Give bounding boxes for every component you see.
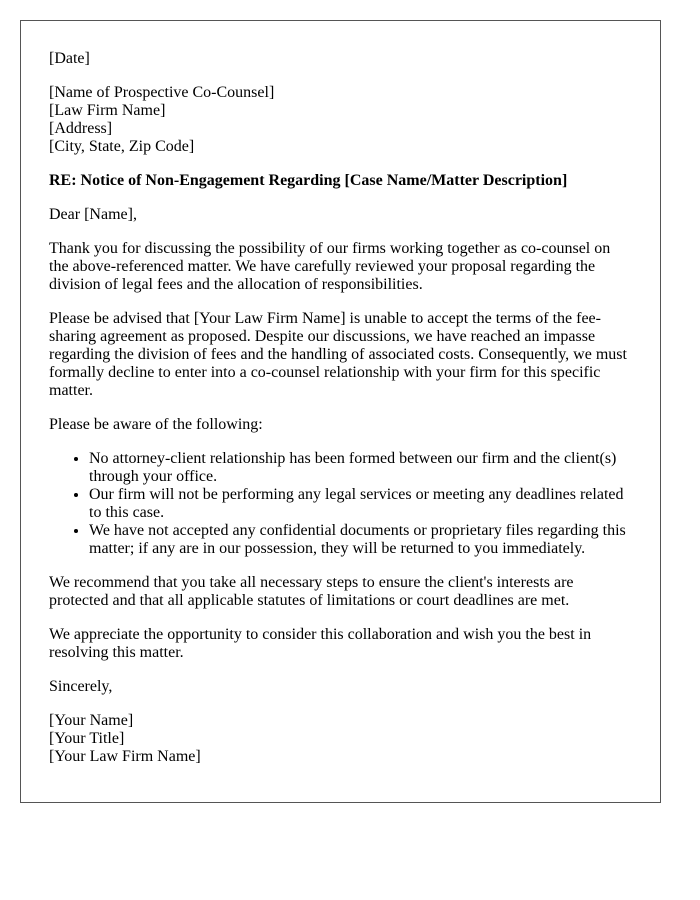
paragraph: We recommend that you take all necessary steps to ensure the client's interests are protected and that all applicable statutes of limitations or court deadlines are met. <box>49 574 574 609</box>
recipient-block <box>49 84 632 156</box>
subject-line: RE: Notice of Non-Engagement Regarding [Case Name/Matter Description] <box>49 172 568 189</box>
signature-name: [Your Name] <box>49 712 134 729</box>
signoff: Sincerely, <box>49 678 113 695</box>
salutation: Dear [Name], <box>49 206 137 223</box>
recipient-firm: [Law Firm Name] <box>49 102 166 119</box>
paragraph: Please be advised that [Your Law Firm Name] is unable to accept the terms of the fee-sharing agreement as proposed. Despite our discussions, we have reached an impasse regarding the division of fees and the handling of associated costs. Consequently, we must formally decline to enter into a co-counsel relationship with your firm for this specific matter. <box>49 310 627 399</box>
signature-title: [Your Title] <box>49 730 125 747</box>
list-item: • No attorney-client relationship has been formed between our firm and the client(s) through your office. <box>89 450 632 486</box>
bullet-list <box>49 450 632 558</box>
paragraph: Thank you for discussing the possibility of our firms working together as co-counsel on the above-referenced matter. We have carefully reviewed your proposal regarding the division of legal fees and the allocation of responsibilities. <box>49 240 611 293</box>
list-item: • We have not accepted any confidential documents or proprietary files regarding this matter; if any are in our possession, they will be returned to you immediately. <box>89 522 632 558</box>
paragraph: Please be aware of the following: <box>49 416 263 433</box>
recipient-city: [City, State, Zip Code] <box>49 138 195 155</box>
list-item: • Our firm will not be performing any legal services or meeting any deadlines related to this case. <box>89 486 632 522</box>
signature-firm: [Your Law Firm Name] <box>49 748 201 765</box>
paragraph: We appreciate the opportunity to consider this collaboration and wish you the best in resolving this matter. <box>49 626 592 661</box>
signature-block <box>49 712 632 766</box>
date: [Date] <box>49 50 90 67</box>
recipient-name: [Name of Prospective Co-Counsel] <box>49 84 275 101</box>
letter <box>20 20 661 803</box>
recipient-address: [Address] <box>49 120 113 137</box>
